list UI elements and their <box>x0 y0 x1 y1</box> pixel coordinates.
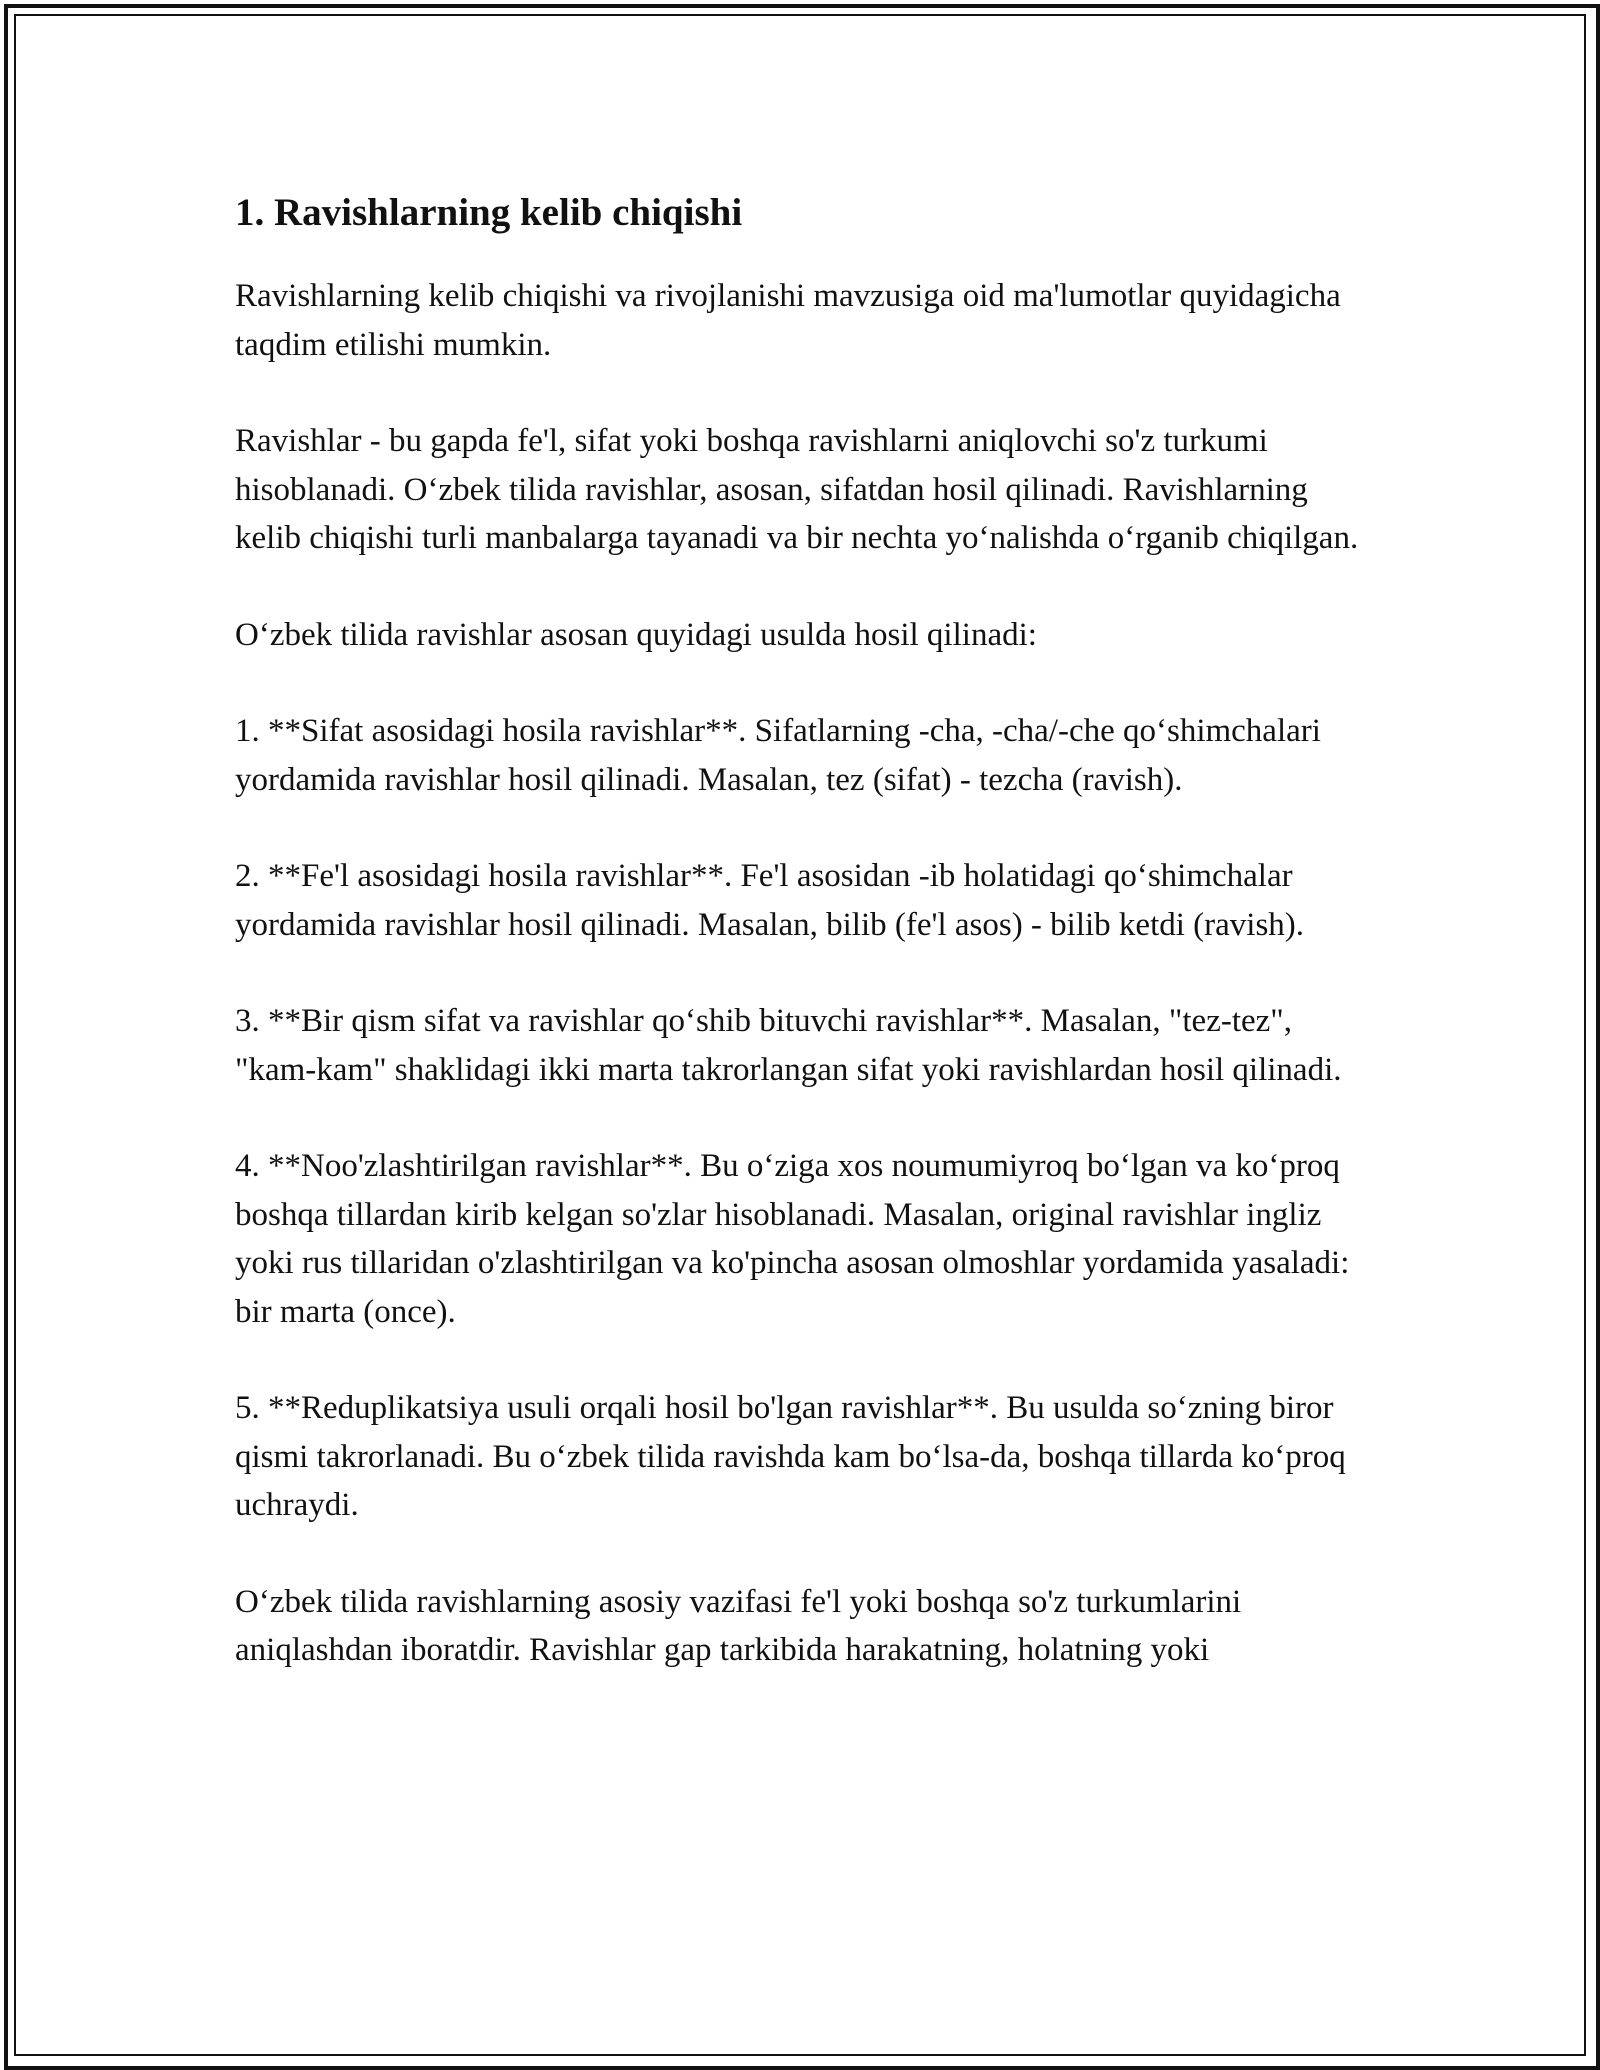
section-heading: 1. Ravishlarning kelib chiqishi <box>235 191 743 234</box>
list-item-3: 3. **Bir qism sifat va ravishlar qo‘shib bituvchi ravishlar**. Masalan, "tez-tez", "kam-kam" shaklidagi ikki marta takrorlangan sifat yoki ravishlardan hosil qilinadi. <box>235 1003 1342 1088</box>
paragraph-definition: Ravishlar - bu gapda fe'l, sifat yoki boshqa ravishlarni aniqlovchi so'z turkumi hisoblanadi. O‘zbek tilida ravishlar, asosan, sifatdan hosil qilinadi. Ravishlarning kelib chiqishi turli manbalarga tayanadi va bir nechta yo‘nalishda o‘rganib chiqilgan. <box>235 423 1359 556</box>
list-item-4: 4. **Noo'zlashtirilgan ravishlar**. Bu o‘ziga xos noumumiyroq bo‘lgan va ko‘proq boshqa tillardan kirib kelgan so'zlar hisoblanadi. Masalan, original ravishlar ingliz yoki rus tillaridan o'zlashtirilgan va ko'pincha asosan olmoshlar yordamida yasaladi: bir marta (once). <box>235 1148 1350 1330</box>
paragraph-intro: Ravishlarning kelib chiqishi va rivojlanishi mavzusiga oid ma'lumotlar quyidagicha taqdim etilishi mumkin. <box>235 278 1341 363</box>
document-body <box>235 186 1370 1723</box>
paragraph-conclusion: O‘zbek tilida ravishlarning asosiy vazifasi fe'l yoki boshqa so'z turkumlarini aniqlashdan iboratdir. Ravishlar gap tarkibida harakatning, holatning yoki <box>235 1583 1242 1668</box>
list-item-5: 5. **Reduplikatsiya usuli orqali hosil bo'lgan ravishlar**. Bu usulda so‘zning biror qismi takrorlanadi. Bu o‘zbek tilida ravishda kam bo‘lsa-da, boshqa tillarda ko‘proq uchraydi. <box>235 1390 1346 1523</box>
list-item-1: 1. **Sifat asosidagi hosila ravishlar**. Sifatlarning -cha, -cha/-che qo‘shimchalari yordamida ravishlar hosil qilinadi. Masalan, tez (sifat) - tezcha (ravish). <box>235 713 1321 798</box>
paragraph-methods-intro: O‘zbek tilida ravishlar asosan quyidagi usulda hosil qilinadi: <box>235 616 1037 653</box>
list-item-2: 2. **Fe'l asosidagi hosila ravishlar**. Fe'l asosidan -ib holatidagi qo‘shimchalar yordamida ravishlar hosil qilinadi. Masalan, bilib (fe'l asos) - bilib ketdi (ravish). <box>235 858 1305 943</box>
